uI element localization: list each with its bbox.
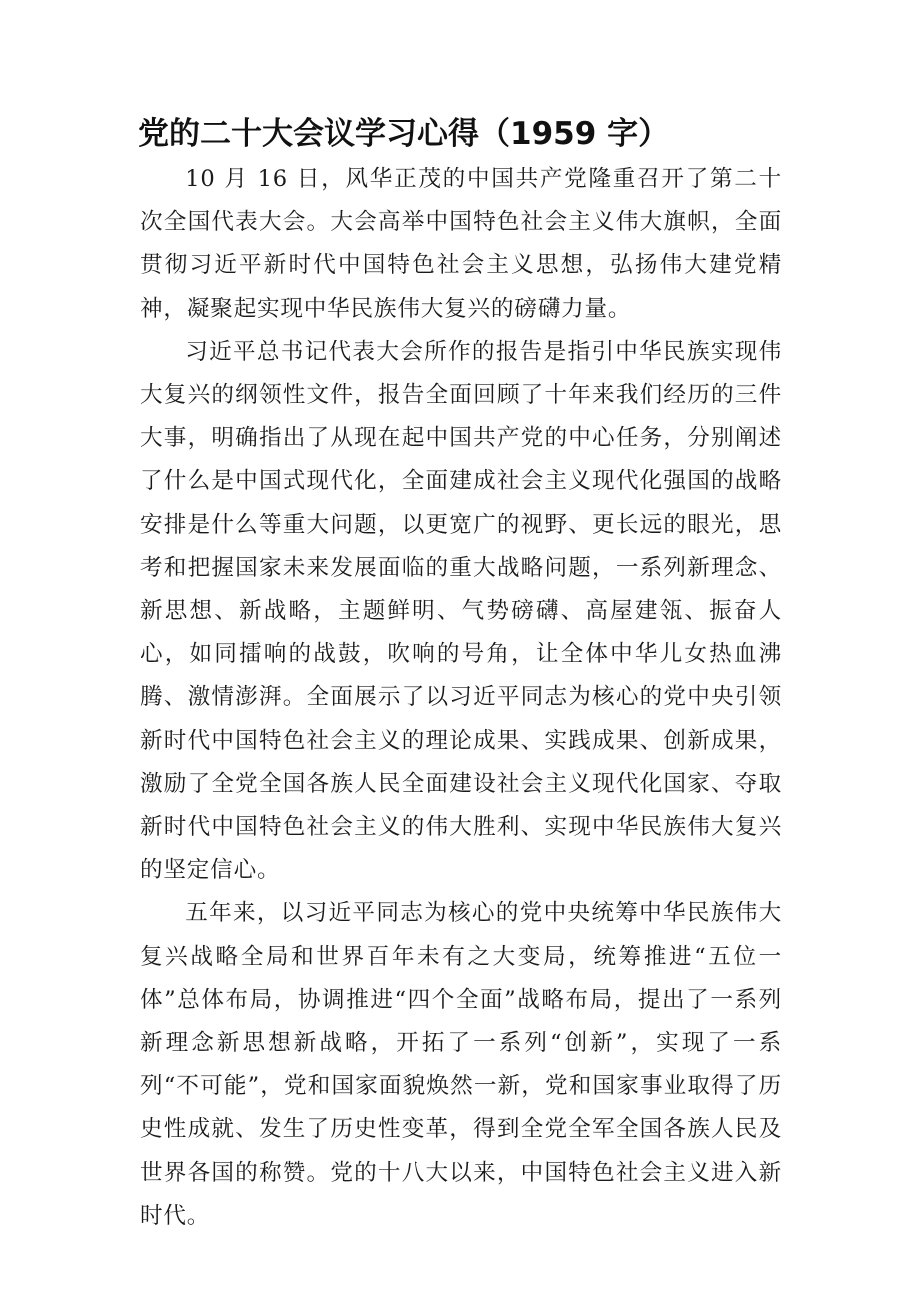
paragraph-3: 五年来，以习近平同志为核心的党中央统筹中华民族伟大复兴战略全局和世界百年未有之大变局，统筹推进“五位一体”总体布局，协调推进“四个全面”战略布局，提出了一系列新理念新思想新战略，开拓了一系列“创新”，实现了一系列“不可能”，党和国家面貌焕然一新，党和国家事业取得了历史性成就、发生了历史性变革，得到全党全军全国各族人民及世界各国的称赞。党的十八大以来，中国特色社会主义进入新时代。 xyxy=(140,900,782,1229)
paragraph-1: 10 月 16 日，风华正茂的中国共产党隆重召开了第二十次全国代表大会。大会高举中国特色社会主义伟大旗帜，全面贯彻习近平新时代中国特色社会主义思想，弘扬伟大建党精神，凝聚起实现中华民族伟大复兴的磅礴力量。 xyxy=(140,166,782,322)
document-title: 党的二十大会议学习心得（1959 字） xyxy=(138,116,670,152)
document-body xyxy=(140,158,782,1238)
paragraph-2: 习近平总书记代表大会所作的报告是指引中华民族实现伟大复兴的纲领性文件，报告全面回顾了十年来我们经历的三件大事，明确指出了从现在起中国共产党的中心任务，分别阐述了什么是中国式现代化，全面建成社会主义现代化强国的战略安排是什么等重大问题，以更宽广的视野、更长远的眼光，思考和把握国家未来发展面临的重大战略问题，一系列新理念、新思想、新战略，主题鲜明、气势磅礴、高屋建瓴、振奋人心，如同擂响的战鼓，吹响的号角，让全体中华儿女热血沸腾、激情澎湃。全面展示了以习近平同志为核心的党中央引领新时代中国特色社会主义的理论成果、实践成果、创新成果，激励了全党全国各族人民全面建设社会主义现代化国家、夺取新时代中国特色社会主义的伟大胜利、实现中华民族伟大复兴的坚定信心。 xyxy=(140,338,782,884)
